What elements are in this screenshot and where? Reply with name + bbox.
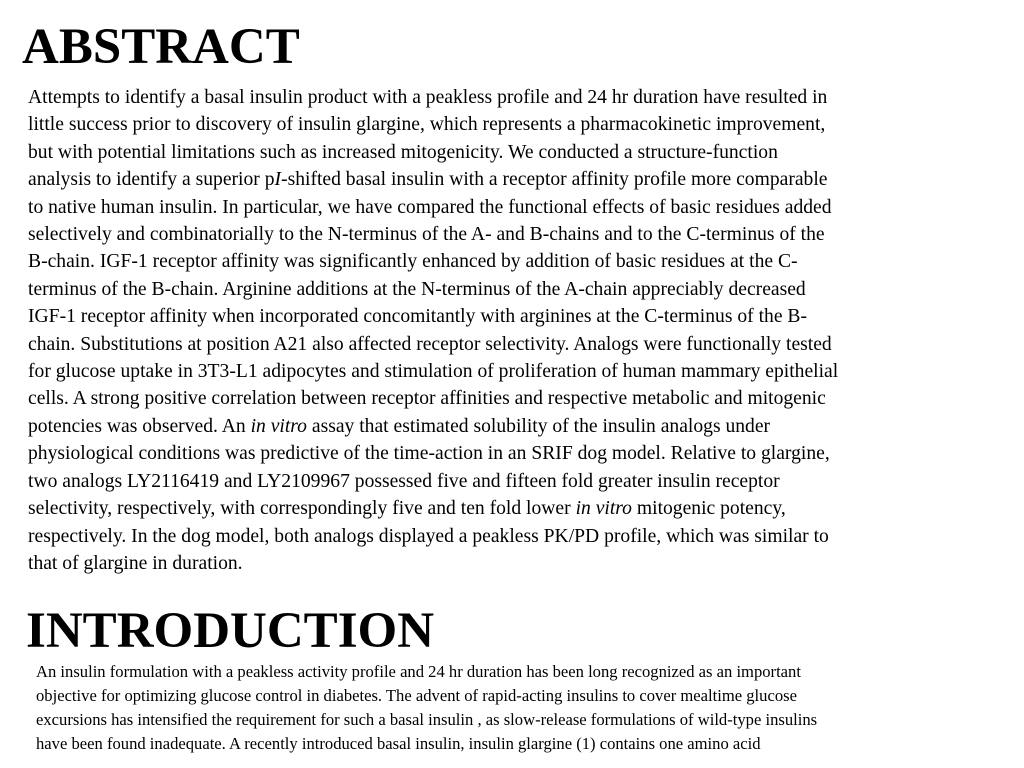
text-line — [28, 550, 988, 577]
text-line — [28, 194, 988, 221]
text-line — [28, 248, 988, 275]
text-run: -shifted basal insulin with a receptor affinity profile more comparable — [281, 169, 828, 191]
text-run: little success prior to discovery of insulin glargine, which represents a pharmacokinetic improvement, — [28, 114, 826, 136]
text-line — [28, 440, 988, 467]
text-line — [28, 495, 988, 522]
text-line — [36, 708, 996, 732]
text-run: assay that estimated solubility of the insulin analogs under — [306, 415, 771, 437]
text-line — [28, 276, 988, 303]
abstract-paragraph — [28, 84, 988, 577]
abstract-heading: ABSTRACT — [22, 19, 300, 75]
text-line — [36, 660, 996, 684]
text-run: that of glargine in duration. — [28, 552, 243, 574]
text-run: potencies was observed. An — [28, 415, 251, 437]
text-run: cells. A strong positive correlation between receptor affinities and respective metabolic and mitogenic — [28, 388, 826, 410]
text-run: terminus of the B-chain. Arginine additions at the N-terminus of the A-chain appreciably decreased — [28, 278, 806, 300]
text-line — [28, 139, 988, 166]
text-run: analysis to identify a superior p — [28, 169, 275, 191]
text-line — [28, 523, 988, 550]
text-run: Attempts to identify a basal insulin product with a peakless profile and 24 hr duration have resulted in — [28, 87, 828, 108]
text-run: An insulin formulation with a peakless activity profile and 24 hr duration has been long recognized as an important — [36, 662, 801, 681]
text-line — [28, 331, 988, 358]
text-line — [36, 732, 996, 756]
italic-text-run: in vitro — [250, 415, 307, 437]
text-line — [28, 166, 988, 193]
text-line — [36, 684, 996, 708]
italic-text-run: in vitro — [575, 498, 632, 520]
text-run: chain. Substitutions at position A21 also affected receptor selectivity. Analogs were functionally tested — [28, 333, 832, 355]
text-line — [28, 84, 988, 111]
text-run: excursions has intensified the requirement for such a basal insulin , as slow-release formulations of wild-type insulins — [36, 710, 818, 729]
text-run: selectively and combinatorially to the N-terminus of the A- and B-chains and to the C-terminus of the — [28, 224, 825, 246]
text-run: have been found inadequate. A recently introduced basal insulin, insulin glargine (1) contains one amino acid — [36, 734, 761, 753]
introduction-heading: INTRODUCTION — [26, 603, 435, 659]
text-line — [28, 358, 988, 385]
italic-text-run: I — [274, 169, 282, 191]
text-run: respectively. In the dog model, both analogs displayed a peakless PK/PD profile, which was similar to — [28, 525, 829, 547]
text-run: physiological conditions was predictive of the time-action in an SRIF dog model. Relative to glargine, — [28, 443, 830, 465]
text-line — [28, 385, 988, 412]
text-run: mitogenic potency, — [631, 498, 786, 520]
text-run: B-chain. IGF-1 receptor affinity was significantly enhanced by addition of basic residues at the C- — [28, 251, 798, 273]
text-line — [28, 303, 988, 330]
text-run: IGF-1 receptor affinity when incorporated concomitantly with arginines at the C-terminus of the B- — [28, 306, 808, 328]
text-run: two analogs LY2116419 and LY2109967 possessed five and fifteen fold greater insulin receptor — [28, 470, 780, 492]
text-line — [28, 111, 988, 138]
text-run: objective for optimizing glucose control in diabetes. The advent of rapid-acting insulins to cover mealtime glucose — [36, 686, 797, 705]
introduction-paragraph — [36, 660, 996, 756]
text-run: for glucose uptake in 3T3-L1 adipocytes and stimulation of proliferation of human mammary epithelial — [28, 361, 839, 383]
text-run: selectivity, respectively, with correspondingly five and ten fold lower — [28, 498, 576, 520]
text-line — [28, 413, 988, 440]
text-run: to native human insulin. In particular, we have compared the functional effects of basic residues added — [28, 196, 832, 218]
text-run: but with potential limitations such as increased mitogenicity. We conducted a structure-function — [28, 141, 778, 163]
text-line — [28, 221, 988, 248]
text-line — [28, 468, 988, 495]
